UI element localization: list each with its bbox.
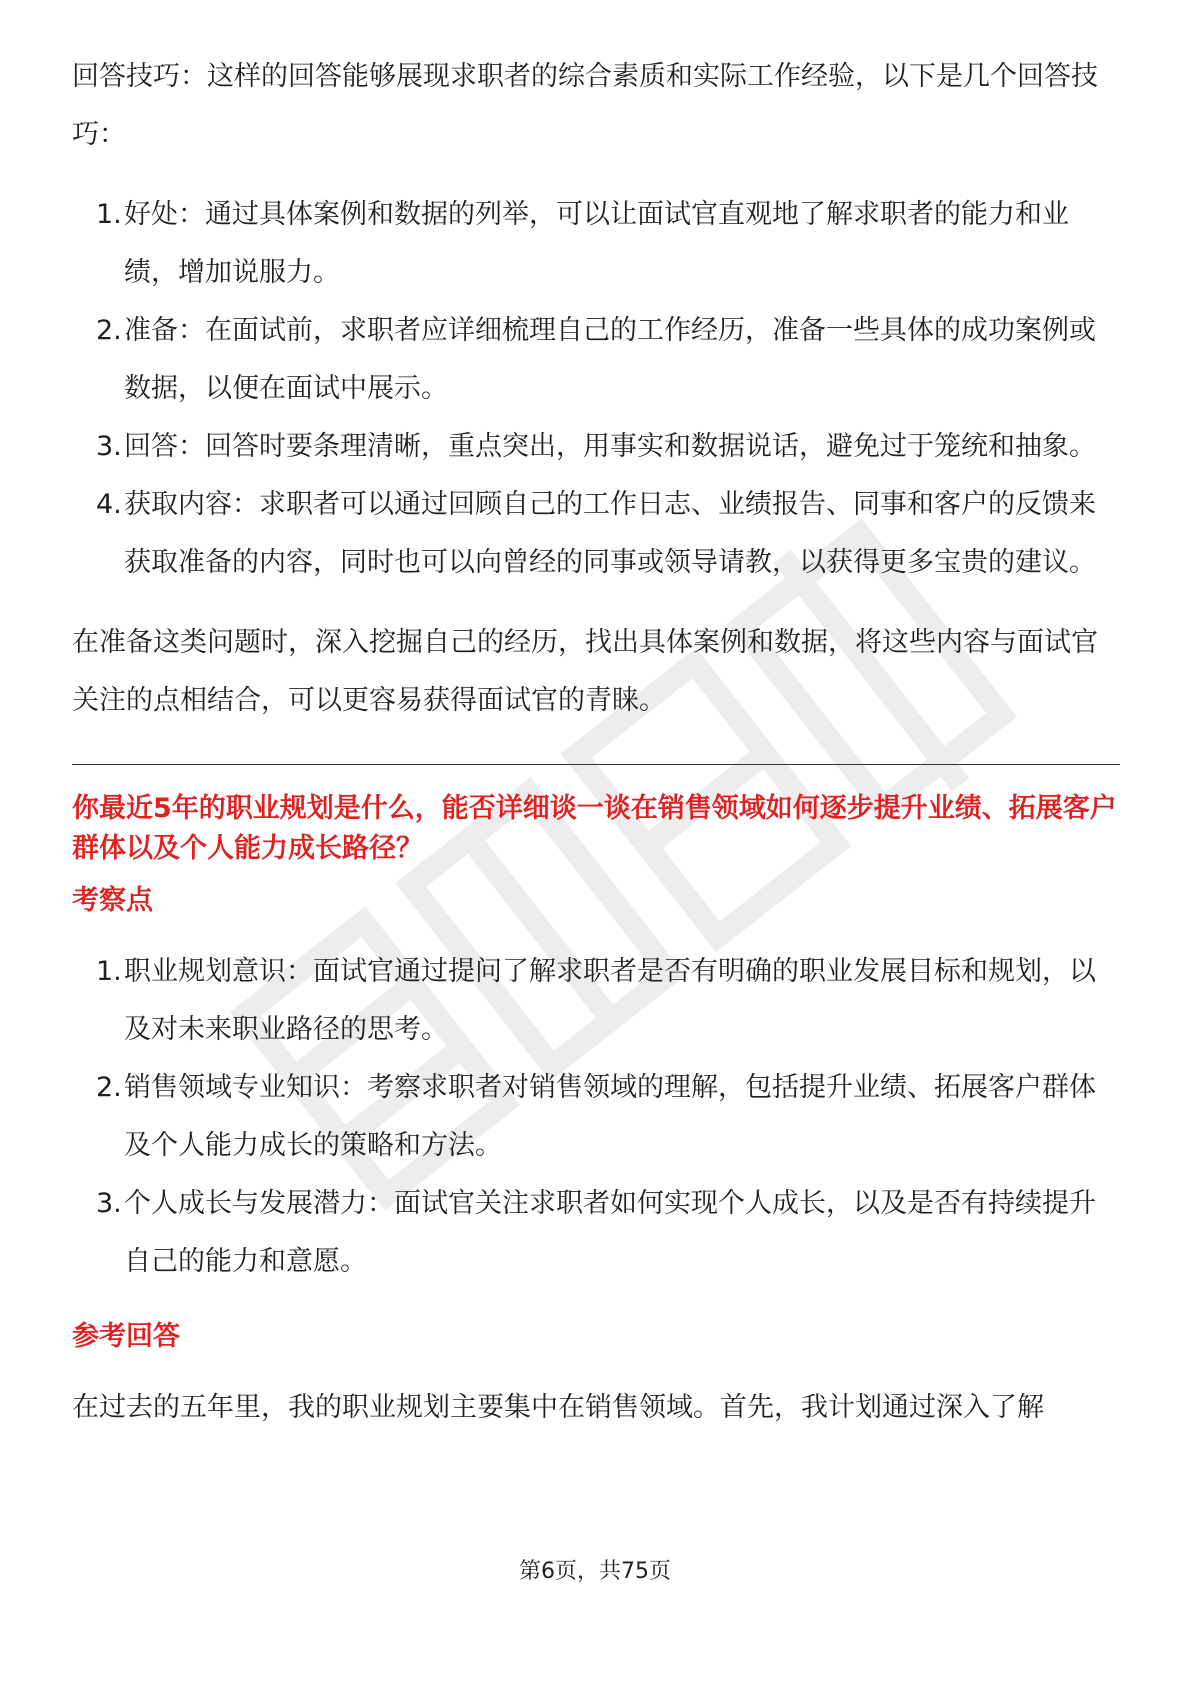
list-text: 个人成长与发展潜力：面试官关注求职者如何实现个人成长，以及是否有持续提升自己的能力和意愿。	[124, 1188, 1096, 1277]
list-item	[72, 943, 1118, 1059]
answer-heading: 参考回答	[72, 1321, 180, 1352]
focus-points-list	[72, 943, 1118, 1291]
list-text: 职业规划意识：面试官通过提问了解求职者是否有明确的职业发展目标和规划，以及对未来职业路径的思考。	[124, 956, 1096, 1045]
focus-heading: 考察点	[72, 885, 153, 916]
list-text: 回答：回答时要条理清晰，重点突出，用事实和数据说话，避免过于笼统和抽象。	[124, 431, 1096, 462]
question-title: 你最近5年的职业规划是什么，能否详细谈一谈在销售领域如何逐步提升业绩、拓展客户群体以及个人能力成长路径？	[72, 793, 1117, 864]
list-item	[72, 186, 1118, 302]
list-number: 3.	[96, 431, 122, 462]
list-number: 4.	[96, 489, 122, 520]
answer-paragraph: 在过去的五年里，我的职业规划主要集中在销售领域。首先，我计划通过深入了解	[72, 1392, 1044, 1423]
list-text: 准备：在面试前，求职者应详细梳理自己的工作经历，准备一些具体的成功案例或数据，以便在面试中展示。	[124, 315, 1096, 404]
list-number: 2.	[96, 1072, 122, 1103]
list-number: 1.	[96, 199, 122, 230]
conclusion-paragraph: 在准备这类问题时，深入挖掘自己的经历，找出具体案例和数据，将这些内容与面试官关注的点相结合，可以更容易获得面试官的青睐。	[72, 627, 1098, 716]
list-number: 3.	[96, 1188, 122, 1219]
document-page	[72, 48, 1118, 1437]
tips-intro: 回答技巧：这样的回答能够展现求职者的综合素质和实际工作经验，以下是几个回答技巧：	[72, 61, 1098, 150]
list-text: 获取内容：求职者可以通过回顾自己的工作日志、业绩报告、同事和客户的反馈来获取准备的内容，同时也可以向曾经的同事或领导请教，以获得更多宝贵的建议。	[124, 489, 1096, 578]
page-number: 第6页，共75页	[519, 1559, 671, 1584]
tips-list	[72, 186, 1118, 592]
list-item	[72, 1175, 1118, 1291]
list-item	[72, 418, 1118, 476]
list-text: 好处：通过具体案例和数据的列举，可以让面试官直观地了解求职者的能力和业绩，增加说服力。	[124, 199, 1069, 288]
section-divider	[72, 764, 1120, 765]
list-item	[72, 302, 1118, 418]
list-item	[72, 476, 1118, 592]
list-number: 1.	[96, 956, 122, 987]
list-item	[72, 1059, 1118, 1175]
list-text: 销售领域专业知识：考察求职者对销售领域的理解，包括提升业绩、拓展客户群体及个人能力成长的策略和方法。	[124, 1072, 1096, 1161]
list-number: 2.	[96, 315, 122, 346]
